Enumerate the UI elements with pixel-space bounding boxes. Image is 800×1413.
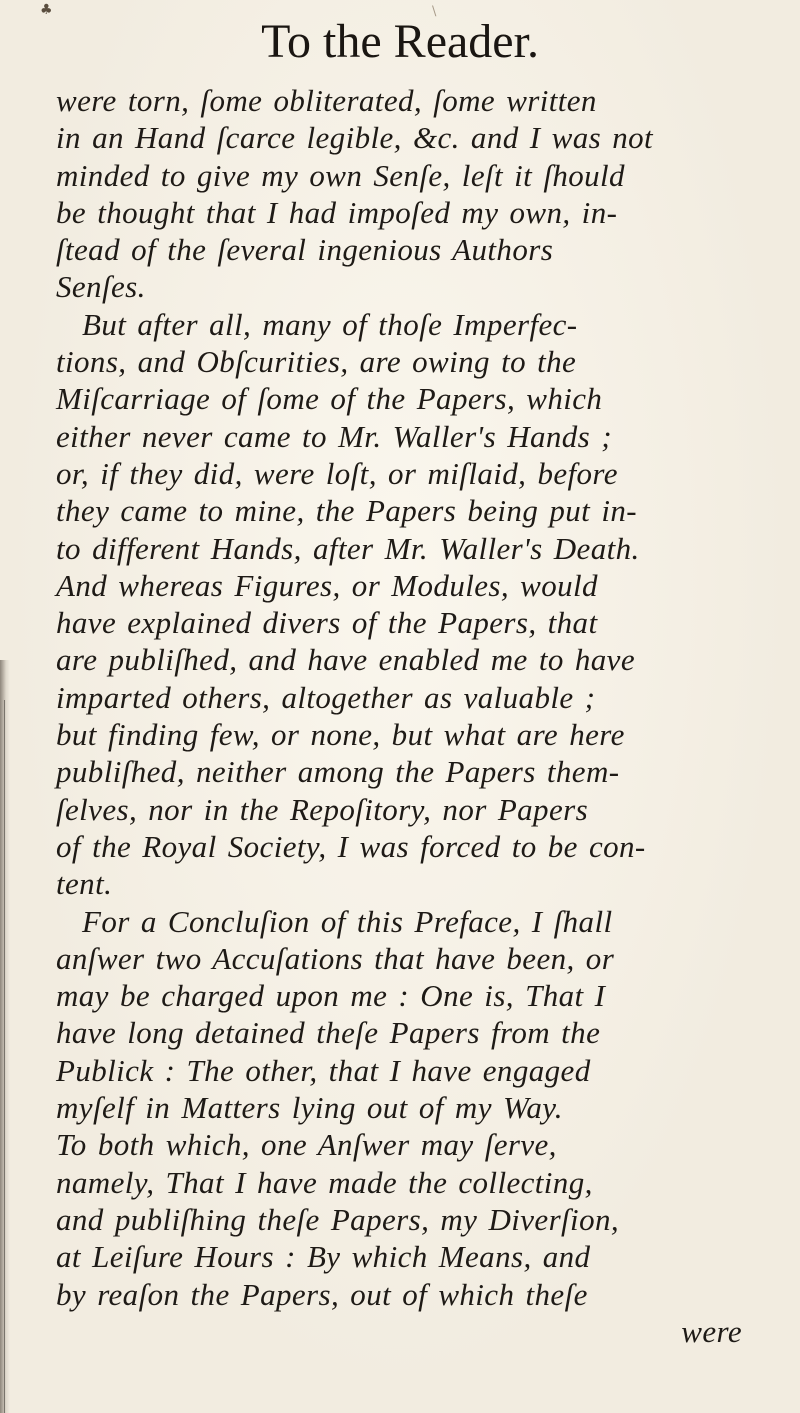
text-line: to different Hands, after Mr. Waller's Death. xyxy=(56,530,640,566)
text-line: publiſhed, neither among the Papers them- xyxy=(56,754,620,790)
text-line: be thought that I had impoſed my own, in- xyxy=(56,194,618,230)
text-line: have explained divers of the Papers, that xyxy=(56,605,598,641)
printer-mark-top-left: ♣ xyxy=(40,2,53,18)
text-line: ſelves, nor in the Repoſitory, nor Papers xyxy=(56,791,589,827)
text-line: Publick : The other, that I have engaged xyxy=(56,1052,591,1088)
text-line: And whereas Figures, or Modules, would xyxy=(56,567,598,603)
text-line: at Leiſure Hours : By which Means, and xyxy=(56,1239,591,1275)
text-line: but finding few, or none, but what are here xyxy=(56,717,625,753)
text-line: and publiſhing theſe Papers, my Diverſion, xyxy=(56,1201,620,1237)
text-line: namely, That I have made the collecting, xyxy=(56,1164,593,1200)
text-line: or, if they did, were loſt, or miſlaid, before xyxy=(56,455,618,491)
text-line: of the Royal Society, I was forced to be con- xyxy=(56,828,646,864)
printer-mark-top-right: \ xyxy=(432,4,437,19)
text-line: imparted others, altogether as valuable ; xyxy=(56,679,596,715)
text-line: in an Hand ſcarce legible, &c. and I was not xyxy=(56,120,654,156)
body-text xyxy=(56,82,756,1350)
text-line: Senſes. xyxy=(56,269,146,305)
catchword: were xyxy=(681,1313,742,1349)
text-line: are publiſhed, and have enabled me to have xyxy=(56,642,635,678)
text-line: anſwer two Accuſations that have been, or xyxy=(56,940,615,976)
text-line: ſtead of the ſeveral ingenious Authors xyxy=(56,232,554,268)
text-line: tions, and Obſcurities, are owing to the xyxy=(56,344,577,380)
text-line: have long detained theſe Papers from the xyxy=(56,1015,601,1051)
text-line: minded to give my own Senſe, leſt it ſhould xyxy=(56,157,625,193)
text-line: either never came to Mr. Waller's Hands ; xyxy=(56,418,613,454)
text-line: were torn, ſome obliterated, ſome written xyxy=(56,83,597,118)
text-line: Miſcarriage of ſome of the Papers, which xyxy=(56,381,603,417)
binding-edge xyxy=(4,700,5,1413)
text-line: myſelf in Matters lying out of my Way. xyxy=(56,1090,563,1126)
text-line: For a Concluſion of this Preface, I ſhall xyxy=(82,903,613,939)
text-line: But after all, many of thoſe Imperfec- xyxy=(82,306,578,342)
text-line: they came to mine, the Papers being put in- xyxy=(56,493,637,529)
text-line: may be charged upon me : One is, That I xyxy=(56,978,606,1014)
text-line: tent. xyxy=(56,866,113,902)
running-header-text: To the Reader. xyxy=(261,15,539,68)
text-line: by reaſon the Papers, out of which theſe xyxy=(56,1276,588,1312)
text-line: To both which, one Anſwer may ſerve, xyxy=(56,1127,557,1163)
running-header xyxy=(0,12,800,72)
binding-shadow xyxy=(0,660,10,1413)
